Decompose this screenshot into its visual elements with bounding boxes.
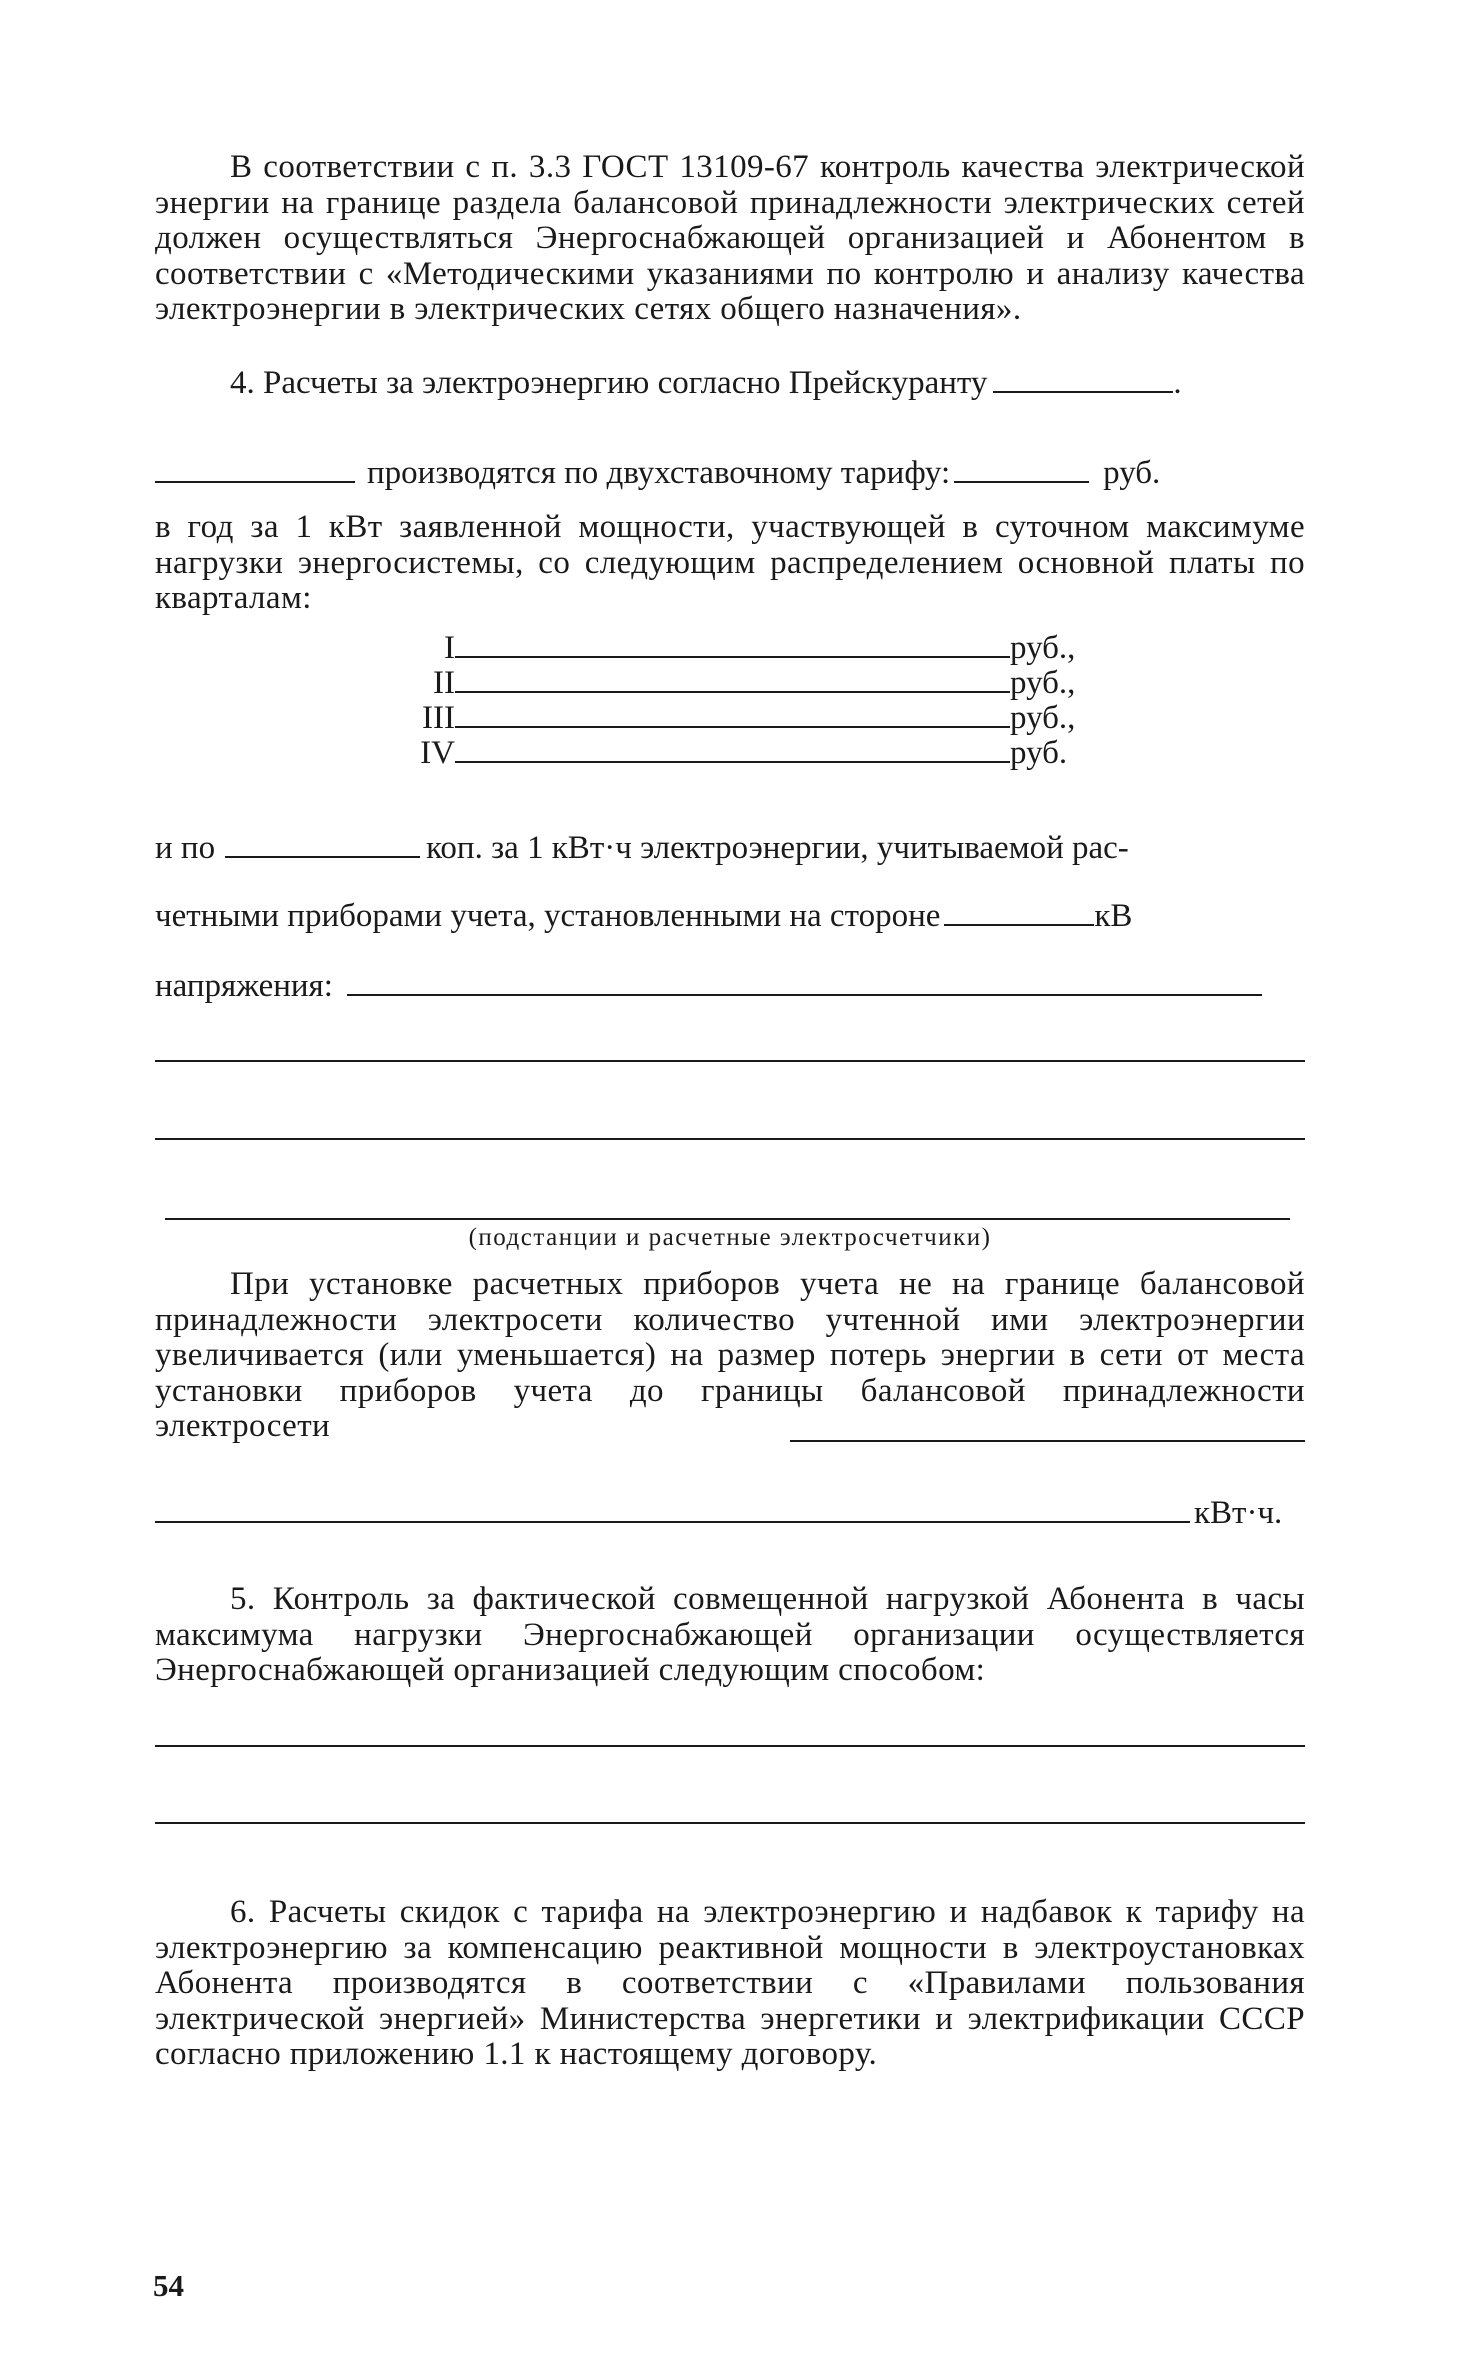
meters-line: [155, 898, 1132, 934]
kop-line: [155, 830, 1129, 866]
voltage-blank[interactable]: [347, 968, 1262, 996]
item4-line1-text: 4. Расчеты за электроэнергию согласно Прейскуранту: [230, 365, 988, 401]
voltage-line: [155, 968, 1262, 1004]
quarter-number: IV: [420, 735, 455, 771]
substations-caption: (подстанции и расчетные электросчетчики): [468, 1224, 992, 1251]
quarter-number: II: [433, 665, 455, 701]
quarter-unit: руб.,: [1010, 700, 1076, 736]
tariff-rate-blank[interactable]: [954, 455, 1089, 483]
voltage-side-blank[interactable]: [944, 898, 1094, 926]
paragraph-quality-control: В соответствии с п. 3.3 ГОСТ 13109-67 контроль качества электрической энергии на границе раздела балансовой принадлежности электрических сетей должен осуществляться Энергоснабжающей организацией и Абонентом в соответствии с «Методическими указаниями по контролю и анализу качества электроэнергии в электрических сетях общего назначения».: [155, 149, 1305, 327]
losses-amount-line: [155, 1495, 1282, 1531]
tariff-unit: руб.: [1103, 455, 1161, 491]
page-number: 54: [153, 2268, 184, 2303]
quarter-unit: руб.,: [1010, 630, 1076, 666]
fill-line[interactable]: [155, 1138, 1305, 1140]
quarter-row: [395, 630, 1075, 666]
price-list-blank[interactable]: [993, 365, 1173, 393]
quarter-amount-blank[interactable]: [455, 735, 1010, 763]
item4-heading-line: [230, 365, 1182, 401]
fill-line[interactable]: [155, 1822, 1305, 1824]
boundary-blank[interactable]: [790, 1440, 1305, 1442]
losses-amount-blank[interactable]: [155, 1495, 1190, 1523]
kop-prefix: и по: [155, 830, 216, 866]
quarter-amount-blank[interactable]: [455, 700, 1010, 728]
tariff-text: производятся по двухставочному тарифу:: [367, 455, 951, 491]
fill-line[interactable]: [165, 1218, 1290, 1220]
paragraph-item5: 5. Контроль за фактической совмещенной нагрузкой Абонента в часы максимума нагрузки Энергоснабжающей организации осуществляется Энергоснабжающей организацией следующим способом:: [155, 1581, 1305, 1688]
quarter-amount-blank[interactable]: [455, 630, 1010, 658]
voltage-label: напряжения:: [155, 968, 333, 1004]
quarter-row: [395, 700, 1075, 736]
kop-text: коп. за 1 кВт·ч электроэнергии, учитываемой рас-: [426, 830, 1129, 866]
paragraph-losses: При установке расчетных приборов учета не на границе балансовой принадлежности электросети количество учтенной ими электроэнергии увеличивается (или уменьшается) на размер потерь энергии в сети от места установки приборов учета до границы балансовой принадлежности электросети: [155, 1266, 1305, 1444]
quarter-unit: руб.,: [1010, 665, 1076, 701]
tariff-line: [155, 455, 1160, 491]
fill-line[interactable]: [155, 1060, 1305, 1062]
kop-rate-blank[interactable]: [225, 830, 420, 858]
price-list-continuation-blank[interactable]: [155, 455, 355, 483]
losses-unit: кВт·ч.: [1194, 1495, 1283, 1531]
quarter-number: III: [422, 700, 455, 736]
meters-text: четными приборами учета, установленными на стороне: [155, 898, 941, 934]
fill-line[interactable]: [155, 1745, 1305, 1747]
meters-unit: кВ: [1094, 898, 1133, 934]
paragraph-annual-rate: в год за 1 кВт заявленной мощности, участвующей в суточном максимуме нагрузки энергосистемы, со следующим распределением основной платы по кварталам:: [155, 509, 1305, 616]
quarter-unit: руб.: [1010, 735, 1068, 771]
quarter-number: I: [444, 630, 455, 666]
paragraph-item6: 6. Расчеты скидок с тарифа на электроэнергию и надбавок к тарифу на электроэнергию за компенсацию реактивной мощности в электроустановках Абонента производятся в соответствии с «Правилами пользования электрической энергией» Министерства энергетики и электрификации СССР согласно приложению 1.1 к настоящему договору.: [155, 1894, 1305, 2072]
quarter-amount-blank[interactable]: [455, 665, 1010, 693]
item4-line1-end: .: [1173, 365, 1182, 401]
quarter-row: [395, 665, 1075, 701]
quarter-row: [395, 735, 1067, 771]
